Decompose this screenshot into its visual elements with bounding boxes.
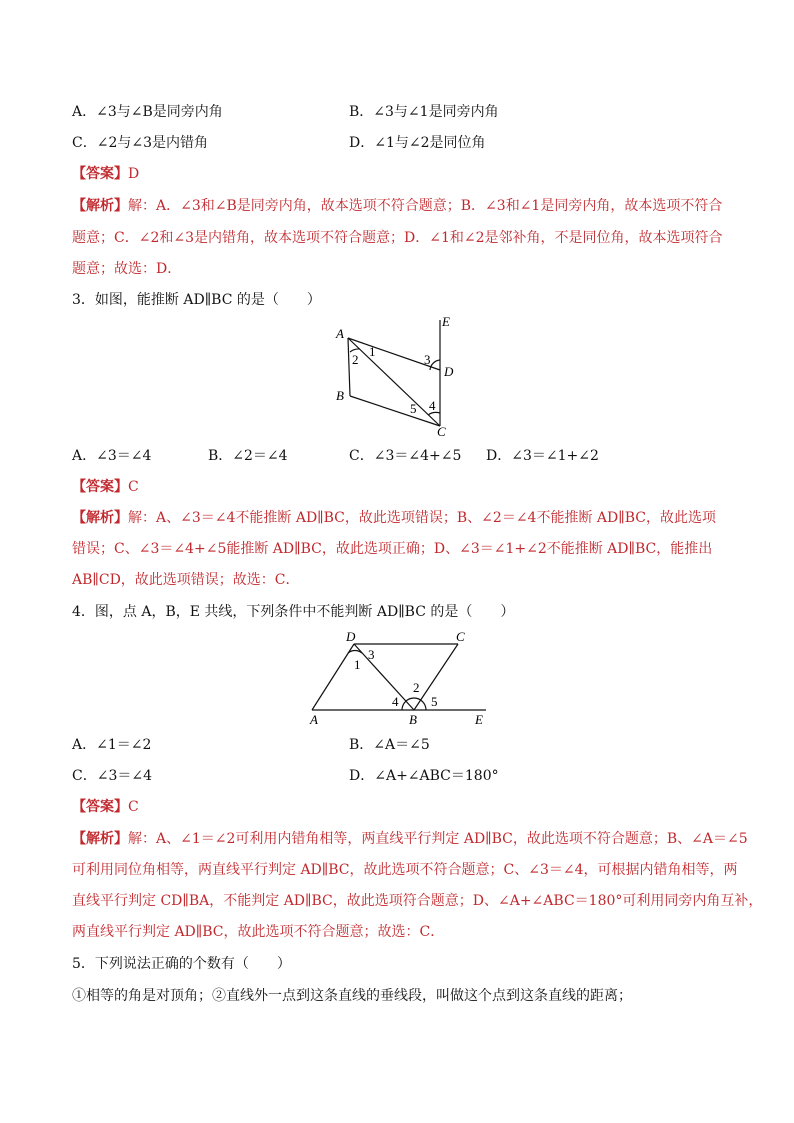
q2-option-b: B．∠3与∠1是同旁内角 [349,104,499,120]
q3-stem: 3．如图，能推断 AD∥BC 的是（ ） [72,292,321,308]
q4-angle-5: 5 [431,694,438,709]
q4-analysis-line-2: 可利用同位角相等，两直线平行判定 AD∥BC，故此选项不符合题意；C、∠3＝∠4，可根据内错角相等，两 [72,862,738,878]
q3-option-c: C．∠3＝∠4+∠5 [349,448,462,464]
q3-option-b: B．∠2＝∠4 [208,448,288,464]
q4-label-a: A [310,712,318,726]
analysis-text: 解：A、∠3＝∠4不能推断 AD∥BC，故此选项错误；B、∠2＝∠4不能推断 AD∥BC，故此选项 [128,510,716,526]
q3-angle-4: 4 [429,398,436,413]
answer-tag: 【答案】 [72,166,128,182]
q3-angle-5: 5 [410,401,417,416]
q4-angle-2: 2 [413,680,420,695]
q2-answer [72,164,139,184]
analysis-tag: 【解析】 [72,198,128,214]
q2-analysis-line-1 [72,196,722,216]
q4-angle-1: 1 [354,657,361,672]
q4-option-c: C．∠3＝∠4 [72,768,152,784]
q3-answer [72,477,139,497]
q4-label-d: D [346,629,356,644]
q3-analysis-line-2: 错误；C、∠3＝∠4+∠5能推断 AD∥BC，故此选项正确；D、∠3＝∠1+∠2不能推断 AD∥BC，能推出 [72,541,713,557]
q2-analysis-line-3: 题意；故选：D． [72,261,182,277]
q3-figure [330,312,460,440]
q3-label-e: E [442,314,450,329]
q2-option-a: A．∠3与∠B是同旁内角 [72,104,223,120]
analysis-text: 解：A．∠3和∠B是同旁内角，故本选项不符合题意；B．∠3和∠1是同旁内角，故本选项不符合 [128,198,723,214]
q4-option-b: B．∠A＝∠5 [349,737,430,753]
answer-tag: 【答案】 [72,479,128,495]
q4-figure [300,626,500,726]
q4-analysis-line-4: 两直线平行判定 AD∥BC，故此选项不符合题意；故选：C． [72,924,445,940]
q5-item-line-1: ①相等的角是对顶角；②直线外一点到这条直线的垂线段，叫做这个点到这条直线的距离； [72,988,632,1004]
answer-value: C [128,479,139,495]
q2-analysis-line-2: 题意；C．∠2和∠3是内错角，故本选项不符合题意；D．∠1和∠2是邻补角，不是同位角，故本选项符合 [72,230,723,246]
q4-angle-3: 3 [368,647,375,662]
q4-label-e: E [475,712,483,726]
q5-stem: 5．下列说法正确的个数有（ ） [72,956,291,972]
q4-option-d: D．∠A+∠ABC＝180° [349,768,499,784]
analysis-tag: 【解析】 [72,831,128,847]
q4-answer [72,797,139,817]
answer-value: C [128,799,139,815]
q3-angle-2: 2 [352,352,359,367]
q3-analysis-line-3: AB∥CD，故此选项错误；故选：C． [72,572,300,588]
q4-analysis-line-3: 直线平行判定 CD∥BA，不能判定 AD∥BC，故此选项符合题意；D、∠A+∠ABC＝180°可利用同旁内角互补， [72,893,763,909]
q3-angle-3: 3 [424,352,431,367]
q4-stem: 4．图，点 A，B，E 共线，下列条件中不能判断 AD∥BC 的是（ ） [72,604,515,620]
analysis-text: 解：A、∠1＝∠2可利用内错角相等，两直线平行判定 AD∥BC，故此选项不符合题意；B、∠A＝∠5 [128,831,748,847]
q3-option-a: A．∠3＝∠4 [72,448,152,464]
answer-value: D [128,166,140,182]
q4-angle-4: 4 [392,694,399,709]
q3-label-b: B [336,388,344,403]
q2-option-d: D．∠1与∠2是同位角 [349,135,486,151]
q3-label-a: A [336,326,344,341]
q4-option-a: A．∠1＝∠2 [72,737,152,753]
q3-label-c: C [437,424,446,439]
q3-analysis-line-1 [72,508,716,528]
q4-label-b: B [409,712,417,726]
q4-analysis-line-1 [72,829,748,849]
analysis-tag: 【解析】 [72,510,128,526]
q3-angle-1: 1 [369,344,376,359]
answer-tag: 【答案】 [72,799,128,815]
q2-option-c: C．∠2与∠3是内错角 [72,135,208,151]
q3-label-d: D [444,364,454,379]
q3-option-d: D．∠3＝∠1+∠2 [486,448,599,464]
q4-label-c: C [456,629,465,644]
